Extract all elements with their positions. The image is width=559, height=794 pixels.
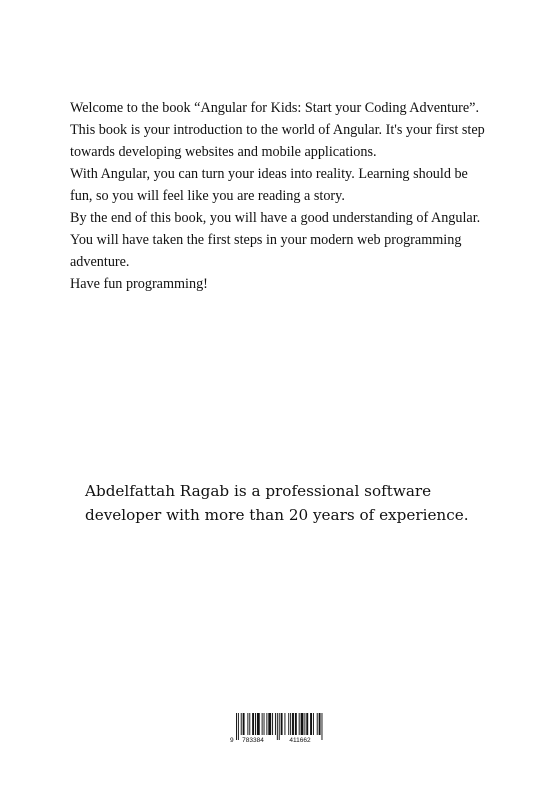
barcode-bar (295, 713, 297, 735)
barcode-bar (317, 713, 318, 735)
intro-paragraph-ideas: With Angular, you can turn your ideas into reality. Learning should be fun, so you will feel like you are reading a story. (70, 166, 468, 204)
isbn-barcode (229, 713, 330, 743)
barcode-bar (249, 713, 250, 735)
barcode-bar (255, 713, 256, 735)
barcode-bar (241, 713, 242, 735)
barcode-bar (288, 713, 289, 735)
barcode-right-digits: 411662 (289, 737, 311, 743)
barcode-bar (247, 713, 248, 735)
barcode-prefix-digit: 9 (230, 737, 234, 743)
barcode-bar (252, 713, 254, 735)
barcode-bar (266, 713, 267, 735)
barcode-bar (313, 713, 314, 735)
barcode-bar (290, 713, 291, 735)
barcode-bar (272, 713, 273, 735)
author-bio (85, 479, 485, 527)
barcode-bar (319, 713, 321, 735)
barcode-bar (292, 713, 294, 735)
barcode-bar (236, 713, 237, 740)
intro-paragraph-closing: Have fun programming! (70, 276, 208, 292)
barcode-graphic (229, 713, 330, 743)
barcode-bar (279, 713, 280, 740)
intro-paragraph-welcome: Welcome to the book “Angular for Kids: Start your Coding Adventure”. (70, 100, 480, 116)
intro-paragraph-introduction: This book is your introduction to the world of Angular. It's your first step towards developing websites and mobile applications. (70, 122, 485, 160)
barcode-bar (299, 713, 300, 735)
barcode-bar (304, 713, 305, 735)
barcode-bar (275, 713, 276, 735)
barcode-bar (322, 713, 323, 740)
barcode-bar (264, 713, 265, 735)
barcode-bars (236, 713, 322, 740)
barcode-bar (268, 713, 271, 735)
barcode-bar (281, 713, 283, 735)
barcode-bar (277, 713, 278, 740)
barcode-bar (310, 713, 312, 735)
author-bio-text: Abdelfattah Ragab is a professional software developer with more than 20 years of experience. (85, 482, 469, 524)
barcode-bar (262, 713, 263, 735)
intro-text (70, 97, 490, 295)
intro-paragraph-outcome: By the end of this book, you will have a good understanding of Angular. You will have taken the first steps in your modern web programming adventure. (70, 210, 481, 270)
barcode-bar (301, 713, 304, 735)
barcode-bar (257, 713, 260, 735)
barcode-bar (243, 713, 245, 735)
barcode-left-digits: 783384 (242, 737, 264, 743)
barcode-bar (306, 713, 308, 735)
barcode-bar (284, 713, 285, 735)
barcode-bar (238, 713, 239, 740)
